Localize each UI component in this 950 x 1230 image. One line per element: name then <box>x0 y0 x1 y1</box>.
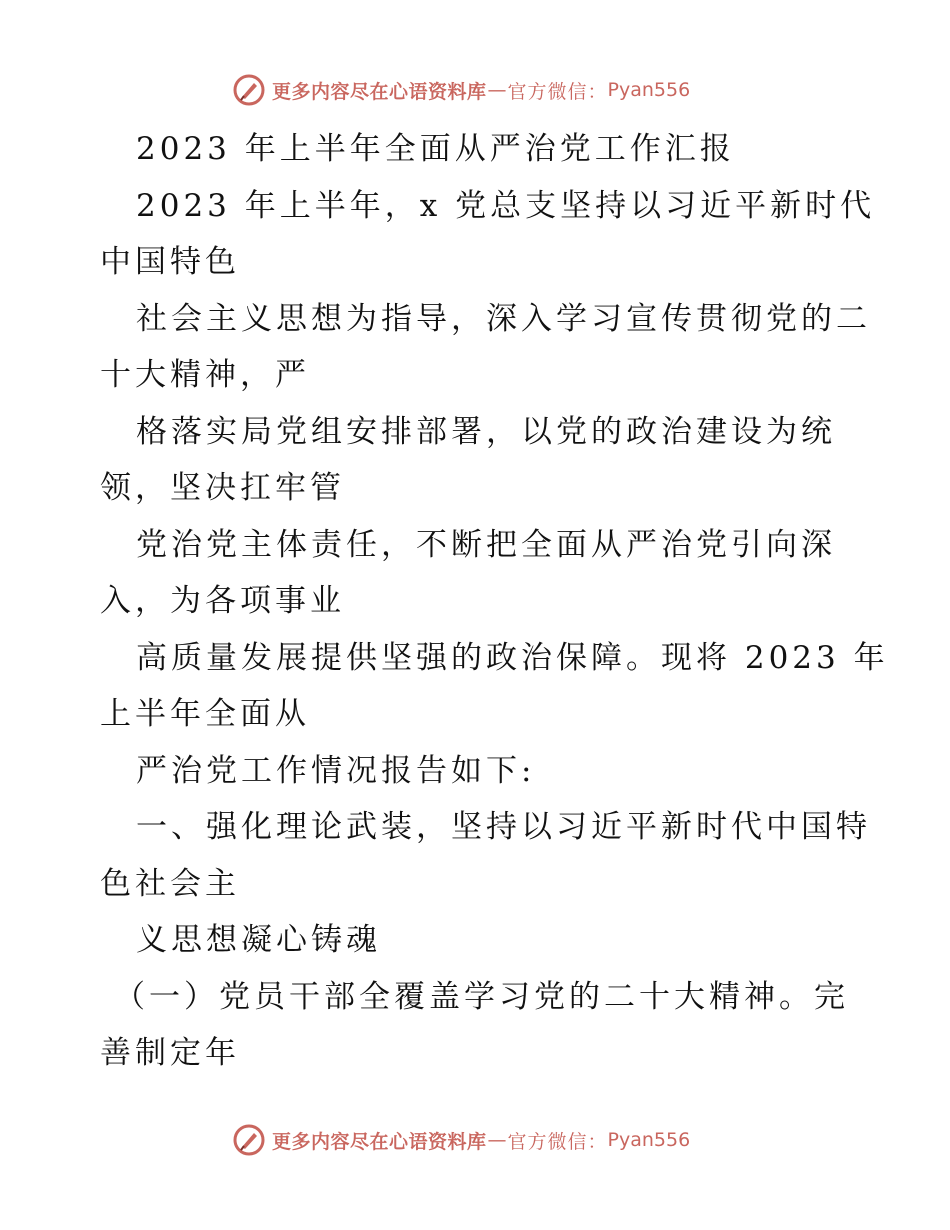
paragraph-line: 格落实局党组安排部署，以党的政治建设为统 <box>136 413 836 450</box>
document-body <box>100 121 889 1082</box>
paragraph-line: 十大精神，严 <box>100 357 310 393</box>
subsection-heading-line: （一）党员干部全覆盖学习党的二十大精神。完 <box>114 978 849 1015</box>
banner-brand-text: 更多内容尽在心语资料库 <box>272 1130 487 1153</box>
section-heading-line: 义思想凝心铸魂 <box>136 922 381 958</box>
paragraph-line: 中国特色 <box>100 244 240 280</box>
banner-brand-text: 更多内容尽在心语资料库 <box>272 80 487 103</box>
banner-separator: — <box>487 1129 507 1151</box>
paragraph-line: 严治党工作情况报告如下: <box>136 752 536 789</box>
paragraph-line: 入，为各项事业 <box>100 583 345 619</box>
section-heading-line: 色社会主 <box>100 865 240 902</box>
quill-pen-logo-icon <box>232 73 266 107</box>
paragraph-line: 高质量发展提供坚强的政治保障。现将 2023 年 <box>136 639 889 676</box>
paragraph-line: 社会主义思想为指导，深入学习宣传贯彻党的二 <box>136 300 871 337</box>
banner-wechat-label: 官方微信： <box>507 80 608 103</box>
quill-pen-logo-icon <box>232 1123 266 1157</box>
banner-wechat-id: Pyan556 <box>607 1129 691 1151</box>
paragraph-line: 领，坚决扛牢管 <box>100 470 345 506</box>
paragraph-line: 上半年全面从 <box>100 696 310 732</box>
paragraph-line: 2023 年上半年，x 党总支坚持以习近平新时代 <box>136 187 876 224</box>
paragraph-line: 善制定年 <box>100 1035 240 1071</box>
banner-wechat-label: 官方微信： <box>507 1130 608 1153</box>
paragraph-line: 党治党主体责任，不断把全面从严治党引向深 <box>136 526 836 563</box>
footer-watermark-banner <box>232 1122 690 1158</box>
section-heading-line: 一、强化理论武装，坚持以习近平新时代中国特 <box>136 809 871 845</box>
header-watermark-banner <box>232 72 690 108</box>
banner-wechat-id: Pyan556 <box>607 79 691 101</box>
banner-separator: — <box>487 79 507 101</box>
document-title: 2023 年上半年全面从严治党工作汇报 <box>136 131 735 167</box>
